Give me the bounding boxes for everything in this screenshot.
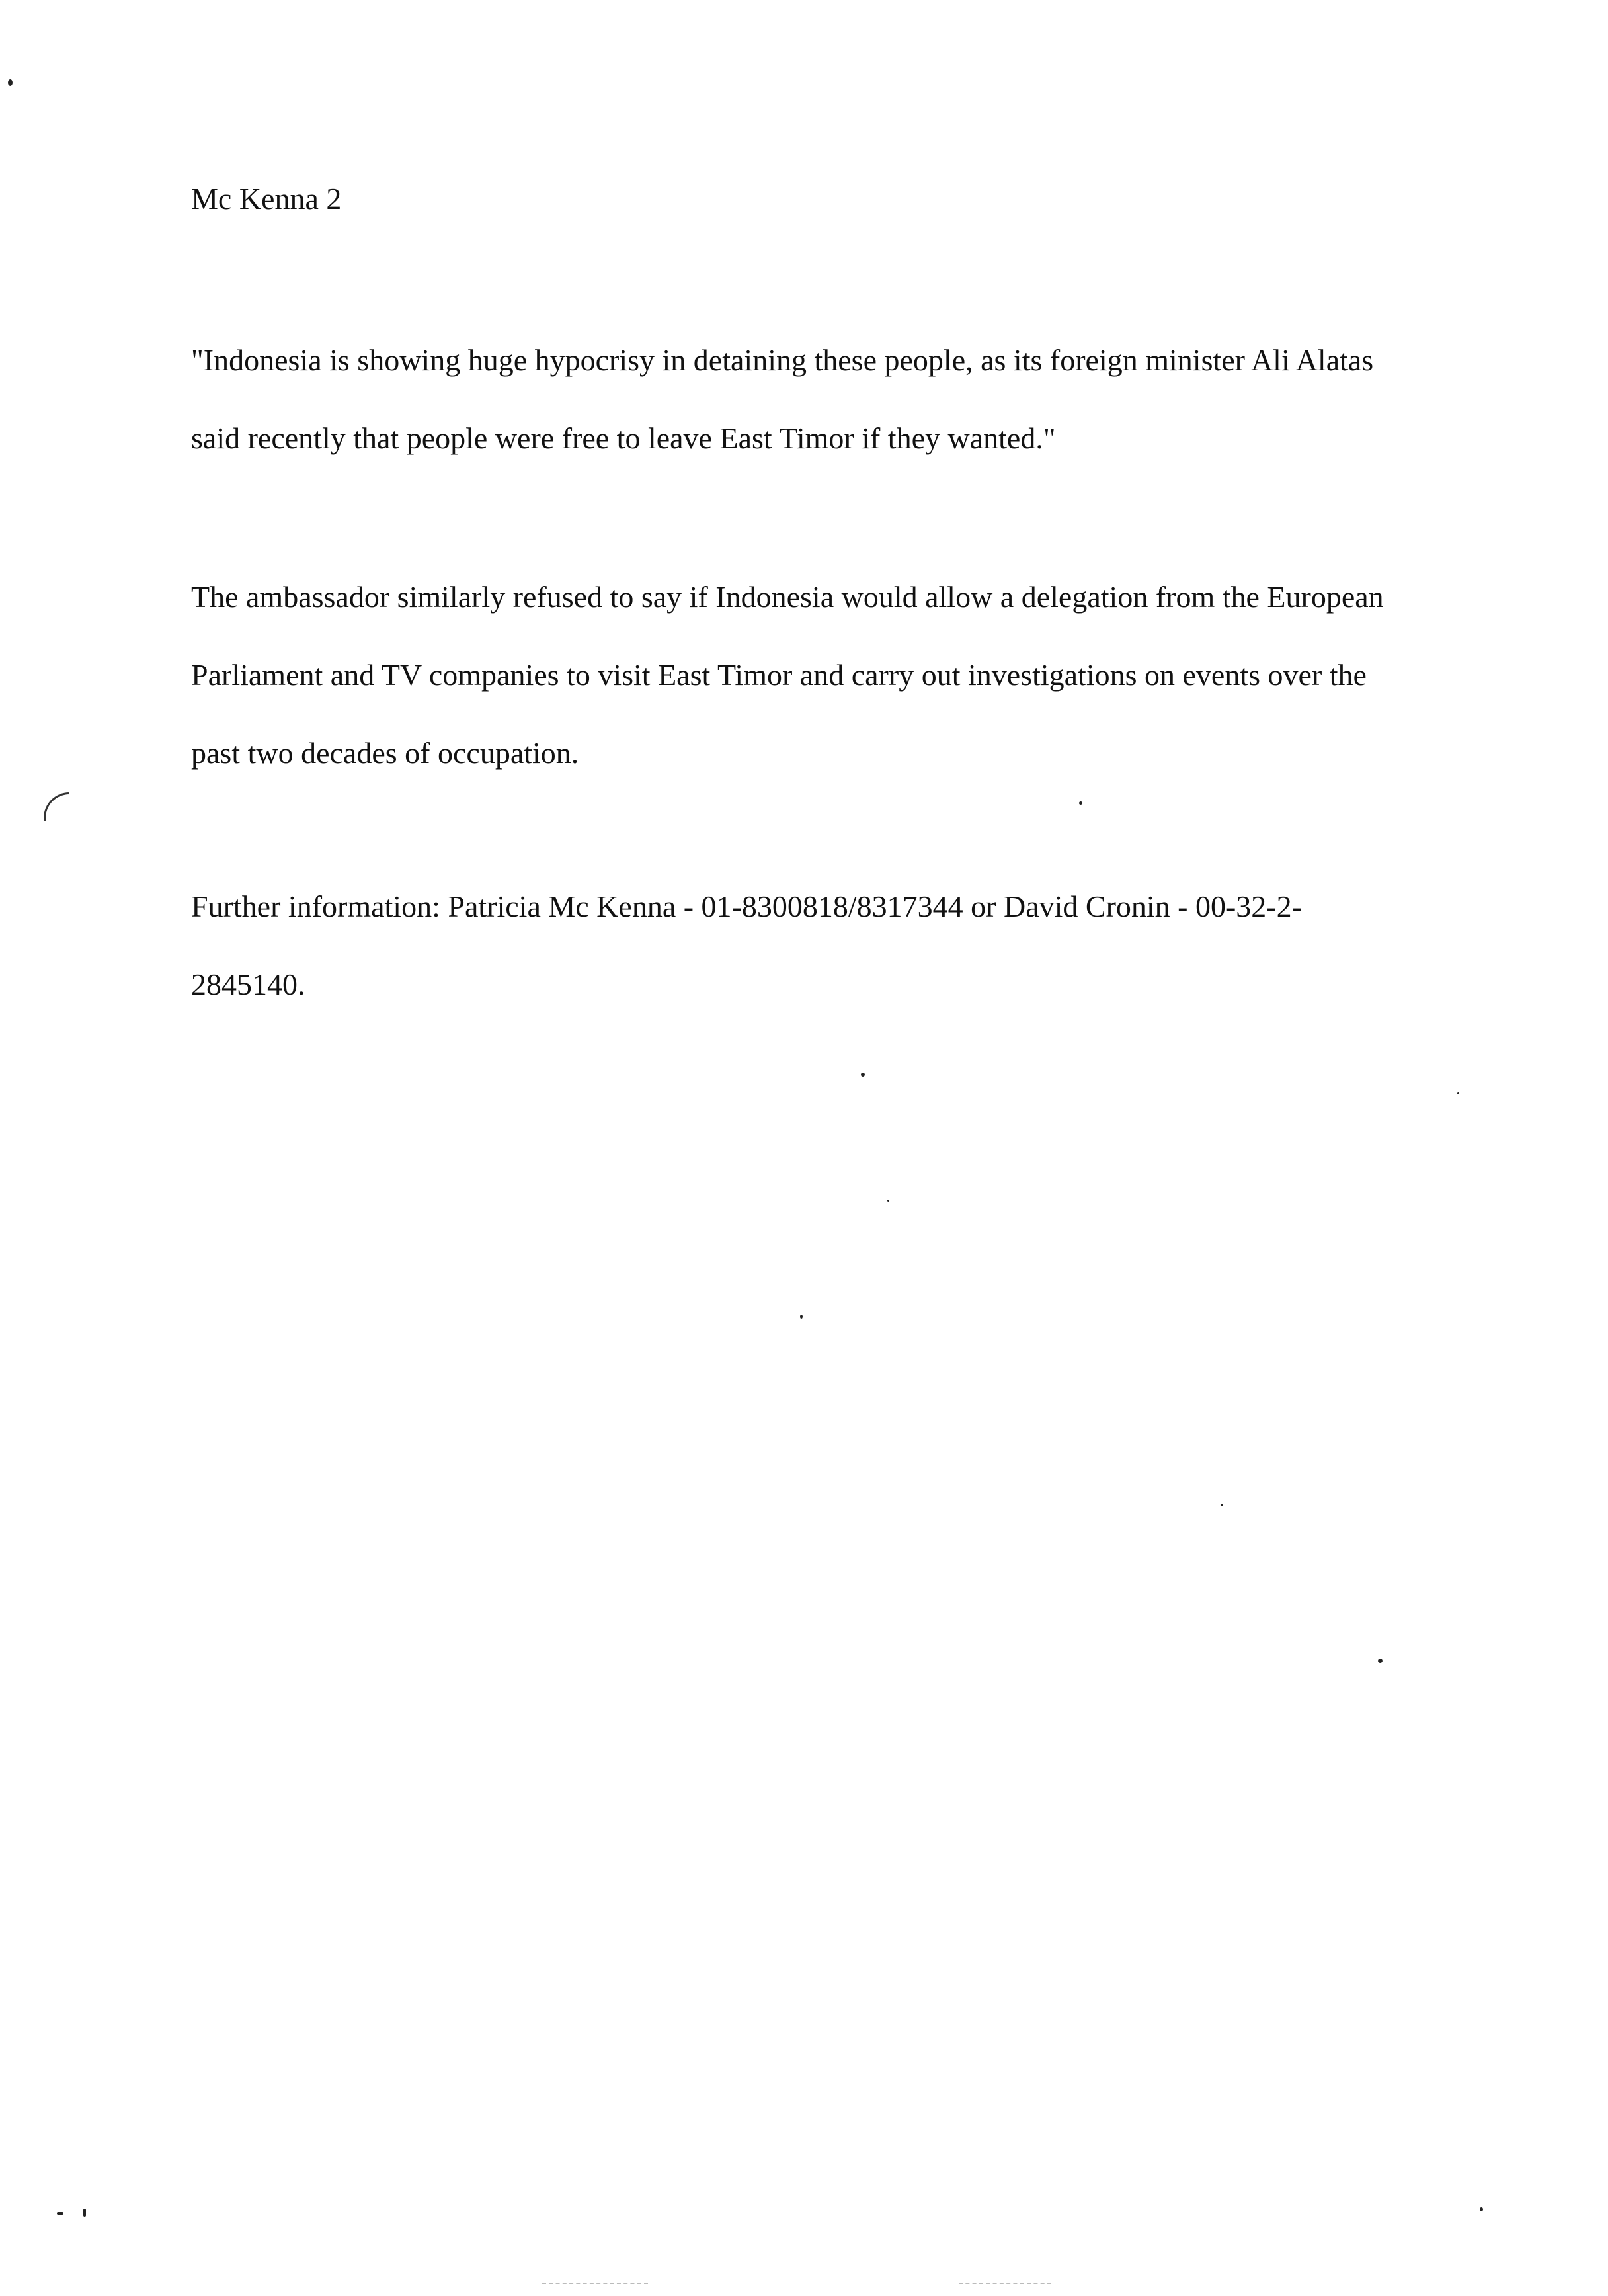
ambassador-paragraph xyxy=(191,558,1441,792)
quote-paragraph xyxy=(191,321,1441,477)
scan-speck xyxy=(1480,2207,1483,2211)
paragraph-line: 2845140. xyxy=(191,967,305,1001)
scan-speck xyxy=(57,2212,63,2215)
paragraph-line: said recently that people were free to leave East Timor if they wanted." xyxy=(191,421,1056,455)
scan-speck xyxy=(83,2209,86,2217)
paragraph-line: "Indonesia is showing huge hypocrisy in detaining these people, as its foreign minister Ali Alatas xyxy=(191,343,1374,377)
scan-speck xyxy=(8,79,13,86)
paragraph-line: past two decades of occupation. xyxy=(191,736,579,770)
scan-speck xyxy=(1079,801,1082,805)
scan-speck xyxy=(861,1073,865,1077)
scan-speck xyxy=(1378,1659,1383,1663)
scan-speck xyxy=(1457,1092,1459,1094)
scan-speck xyxy=(800,1315,803,1319)
scan-speck xyxy=(1221,1504,1223,1506)
contact-paragraph xyxy=(191,868,1441,1024)
paragraph-line: Parliament and TV companies to visit East Timor and carry out investigations on events over the xyxy=(191,658,1367,692)
bottom-scan-rule xyxy=(959,2283,1051,2284)
paragraph-line: Further information: Patricia Mc Kenna - 01-8300818/8317344 or David Cronin - 00-32-2- xyxy=(191,889,1302,923)
paragraph-line: The ambassador similarly refused to say if Indonesia would allow a delegation from the European xyxy=(191,580,1384,614)
page-header: Mc Kenna 2 xyxy=(191,182,342,216)
scan-mark xyxy=(44,792,69,821)
scan-speck xyxy=(887,1200,889,1202)
bottom-scan-rule xyxy=(542,2283,648,2284)
